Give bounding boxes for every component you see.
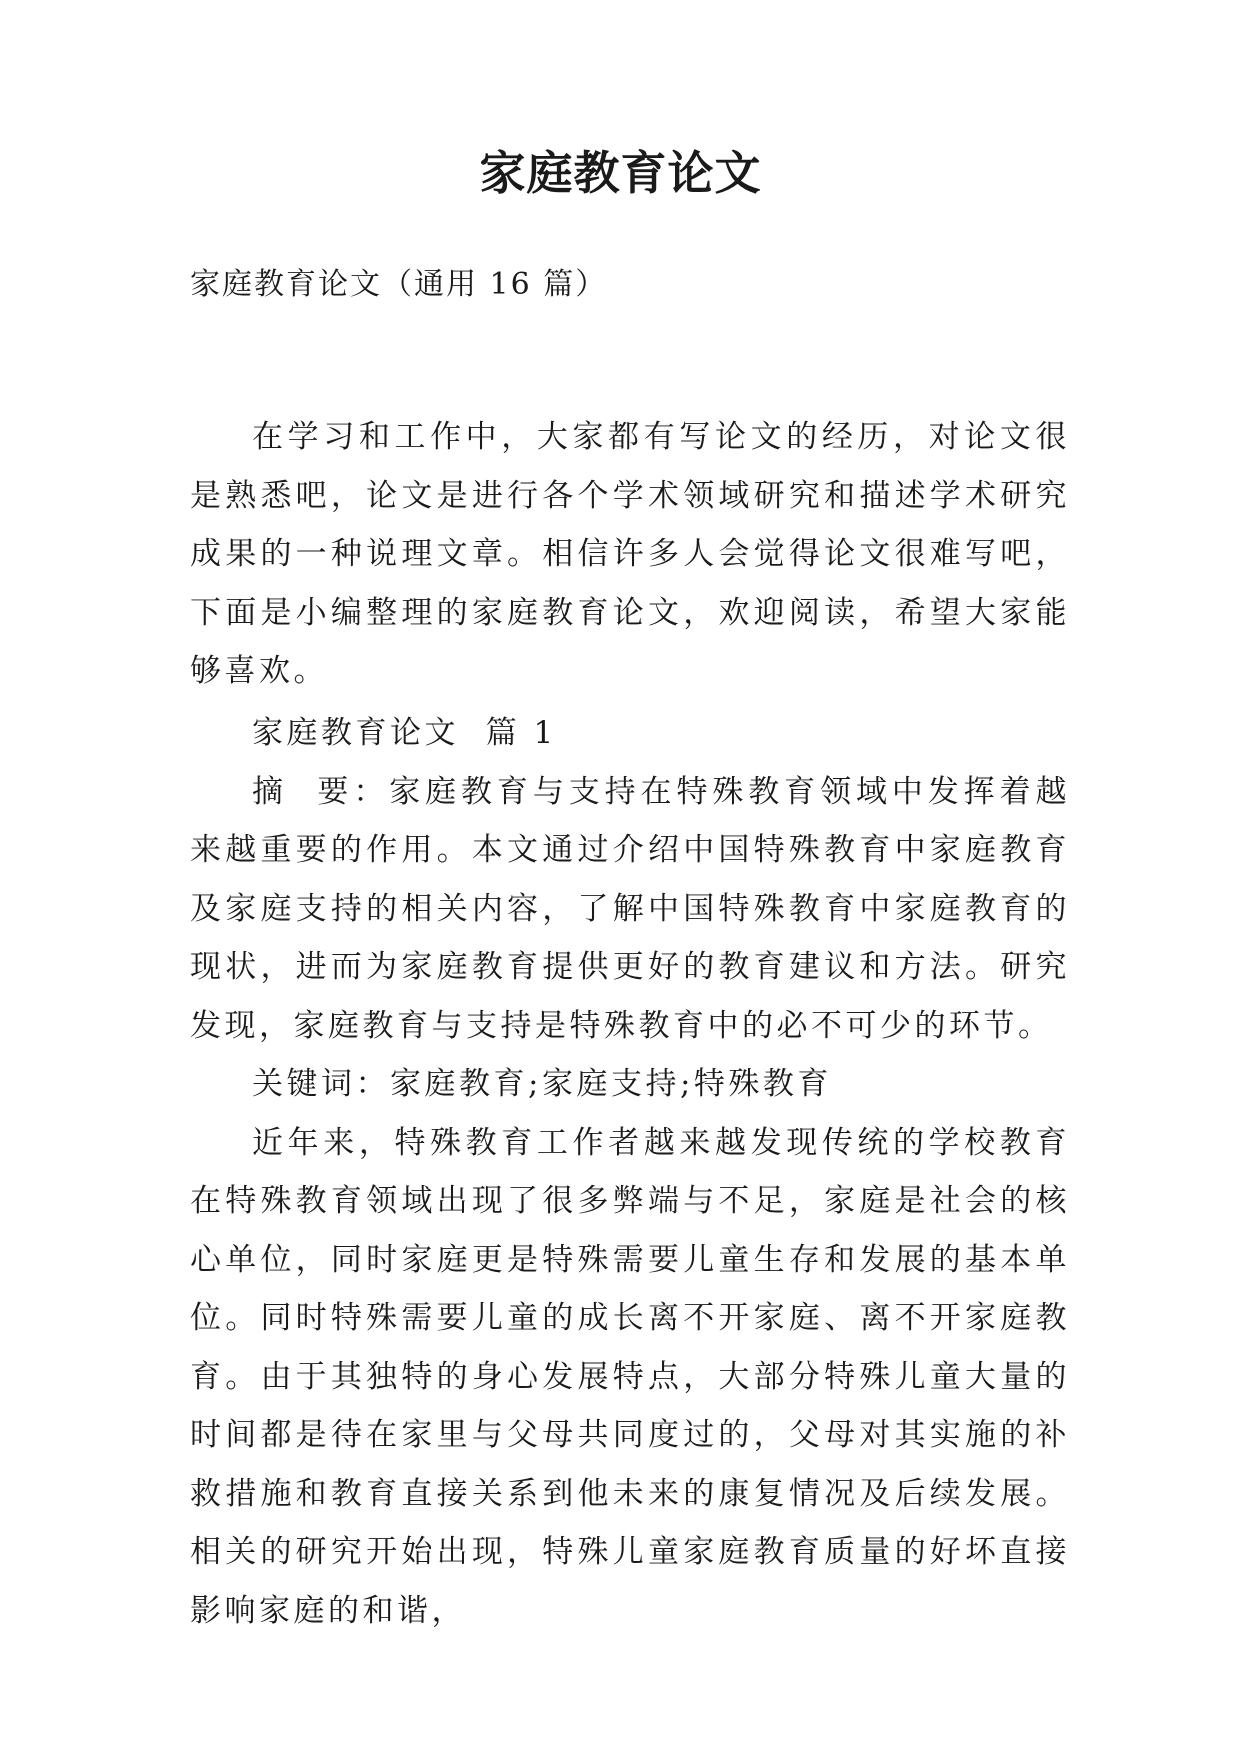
section-heading: 家庭教育论文 篇 1: [252, 715, 557, 751]
document-title: 家庭教育论文: [479, 146, 762, 200]
document-subtitle: 家庭教育论文（通用 16 篇）: [190, 267, 608, 302]
abstract-paragraph: 摘 要：家庭教育与支持在特殊教育领域中发挥着越来越重要的作用。本文通过介绍中国特殊教育中家庭教育及家庭支持的相关内容，了解中国特殊教育中家庭教育的现状，进而为家庭教育提供更好的教育建议和方法。研究发现，家庭教育与支持是特殊教育中的必不可少的环节。: [190, 773, 1070, 1044]
intro-section: [190, 408, 1070, 701]
keywords-line: 关键词：家庭教育;家庭支持;特殊教育: [252, 1066, 832, 1102]
article-section: [190, 704, 1070, 1640]
intro-paragraph: 在学习和工作中，大家都有写论文的经历，对论文很是熟悉吧，论文是进行各个学术领域研究和描述学术研究成果的一种说理文章。相信许多人会觉得论文很难写吧，下面是小编整理的家庭教育论文，欢迎阅读，希望大家能够喜欢。: [190, 419, 1070, 689]
body-paragraph: 近年来，特殊教育工作者越来越发现传统的学校教育在特殊教育领域出现了很多弊端与不足，家庭是社会的核心单位，同时家庭更是特殊需要儿童生存和发展的基本单位。同时特殊需要儿童的成长离不开家庭、离不开家庭教育。由于其独特的身心发展特点，大部分特殊儿童大量的时间都是待在家里与父母共同度过的，父母对其实施的补救措施和教育直接关系到他未来的康复情况及后续发展。相关的研究开始出现，特殊儿童家庭教育质量的好坏直接影响家庭的和谐，: [190, 1124, 1070, 1629]
